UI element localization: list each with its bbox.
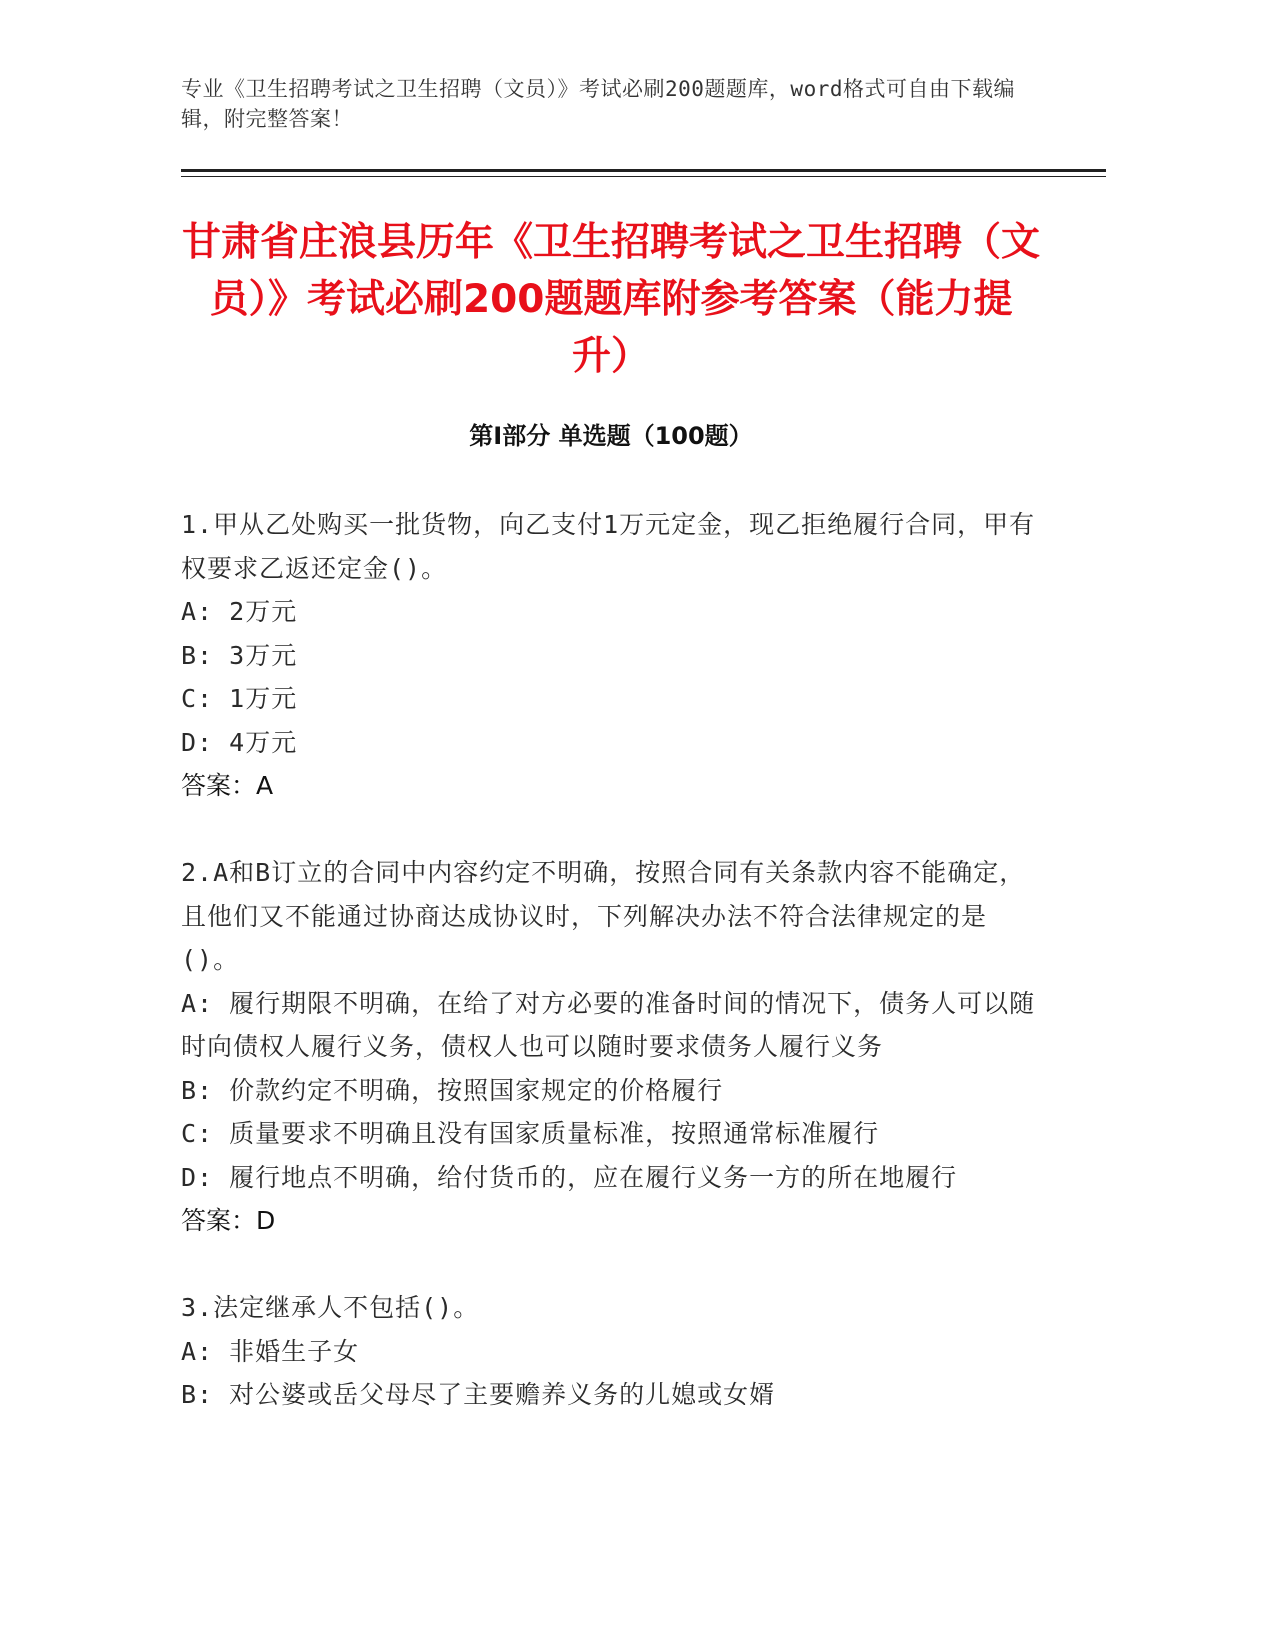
option-c: C: 1万元 (181, 684, 298, 713)
option-a: A: 2万元 (181, 597, 298, 626)
option-b: B: 3万元 (181, 640, 298, 670)
section-title: 第I部分 单选题（100题） (469, 422, 753, 450)
question-stem: 2.A和B订立的合同中内容约定不明确，按照合同有关条款内容不能确定，且他们又不能通过协商达成协议时，下列解决办法不符合法律规定的是()。 (181, 858, 1026, 974)
header-rule-thick (181, 169, 1106, 172)
question-spacer (181, 1243, 1041, 1287)
question-stem: 3.法定继承人不包括()。 (181, 1293, 480, 1322)
question-answer: 答案：A (181, 771, 274, 800)
document-title: 甘肃省庄浪县历年《卫生招聘考试之卫生招聘（文员）》考试必刷200题题库附参考答案（能力提升） (181, 220, 1040, 379)
question-spacer (181, 808, 1041, 852)
question-1 (181, 503, 1041, 808)
option-c: C: 质量要求不明确且没有国家质量标准，按照通常标准履行 (181, 1119, 880, 1148)
question-list (181, 503, 1041, 1417)
question-stem: 1.甲从乙处购买一批货物，向乙支付1万元定金，现乙拒绝履行合同，甲有权要求乙返还定金()。 (181, 510, 1036, 583)
header-rule-thin (181, 176, 1106, 177)
option-a: A: 非婚生子女 (181, 1336, 360, 1366)
header-note: 专业《卫生招聘考试之卫生招聘（文员）》考试必刷200题题库，word格式可自由下载编辑，附完整答案！ (181, 77, 1015, 131)
question-2 (181, 851, 1041, 1243)
option-a: A: 履行期限不明确，在给了对方必要的准备时间的情况下，债务人可以随时向债权人履行义务，债权人也可以随时要求债务人履行义务 (181, 988, 1036, 1061)
option-b: B: 价款约定不明确，按照国家规定的价格履行 (181, 1075, 724, 1105)
option-b: B: 对公婆或岳父母尽了主要赡养义务的儿媳或女婿 (181, 1380, 776, 1409)
question-answer: 答案：D (181, 1206, 276, 1235)
question-3 (181, 1286, 1041, 1417)
option-d: D: 4万元 (181, 727, 298, 757)
option-d: D: 履行地点不明确，给付货币的，应在履行义务一方的所在地履行 (181, 1162, 958, 1192)
